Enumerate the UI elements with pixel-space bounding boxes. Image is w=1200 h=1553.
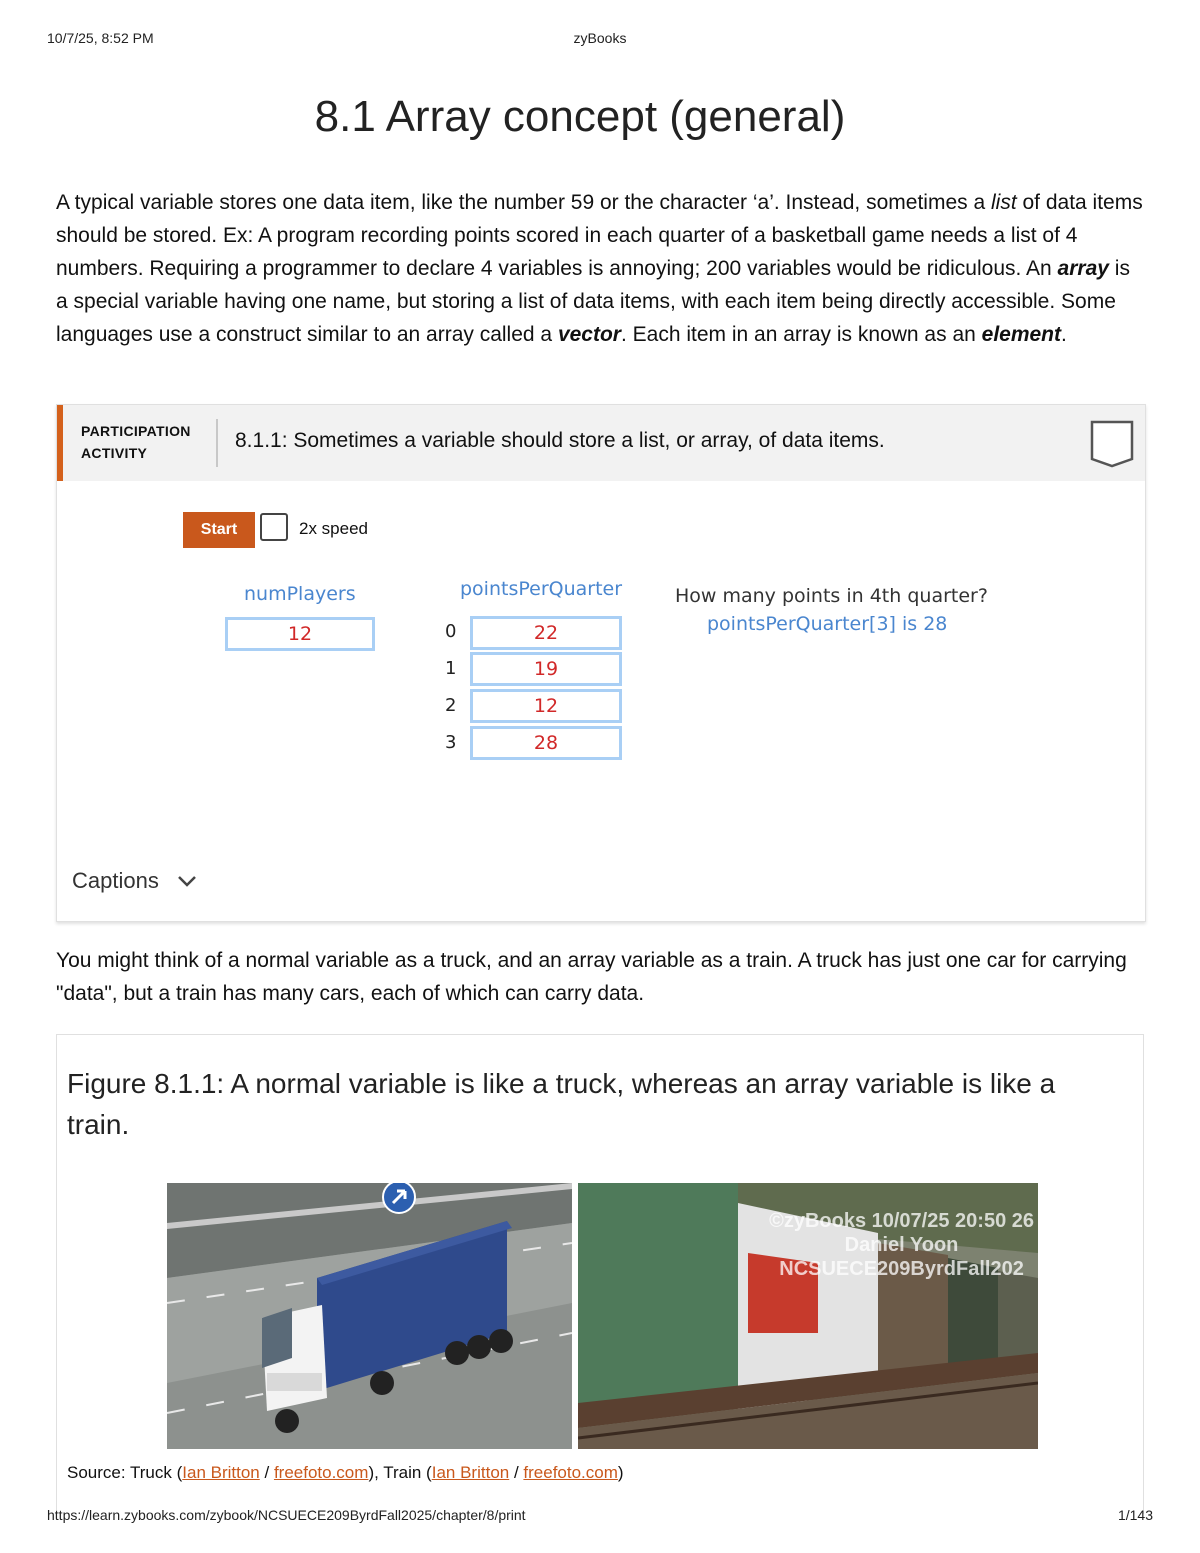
array-variable-name: pointsPerQuarter [460, 578, 623, 600]
array-index: 1 [445, 658, 457, 679]
copyright-watermark [769, 1209, 1034, 1281]
start-button[interactable]: Start [183, 512, 255, 548]
captions-label: Captions [72, 868, 159, 893]
speed-label: 2x speed [299, 519, 368, 538]
print-datetime: 10/7/25, 8:52 PM [47, 30, 154, 46]
participation-activity [56, 404, 1146, 922]
intro-text: . [1061, 323, 1067, 346]
header-divider [216, 419, 218, 467]
scalar-variable-box: 12 [225, 617, 375, 651]
source-text: ), Train ( [368, 1463, 432, 1482]
train-site-link[interactable]: freefoto.com [523, 1463, 618, 1482]
figure-caption: Figure 8.1.1: A normal variable is like a truck, whereas an array variable is like a train. [67, 1068, 1056, 1140]
intro-paragraph [56, 186, 1146, 351]
truck-photo [167, 1183, 572, 1449]
chevron-down-icon [177, 874, 197, 888]
figure-source [67, 1463, 624, 1483]
watermark-line: Daniel Yoon [844, 1234, 959, 1256]
array-element-box: 28 [470, 726, 622, 760]
activity-kind-line: PARTICIPATION [81, 423, 191, 439]
speed-checkbox[interactable] [260, 513, 288, 541]
source-text: / [259, 1463, 274, 1482]
captions-toggle[interactable] [72, 868, 197, 894]
animation-question: How many points in 4th quarter? [675, 585, 988, 607]
figure-box [56, 1034, 1144, 1514]
array-index: 3 [445, 732, 457, 753]
print-header [47, 30, 1153, 50]
array-element-box: 12 [470, 689, 622, 723]
term-list: list [990, 191, 1017, 214]
intro-text: of data items should be stored. Ex: A program recording points scored in each quarter of a basketball game needs a list of 4 numbers. Requiring a programmer to declare 4 variables is annoying; 200 variables would be ridiculous. An [56, 191, 1143, 280]
bookmark-icon[interactable] [1089, 419, 1135, 469]
activity-kind-line: ACTIVITY [81, 445, 148, 461]
truck-author-link[interactable]: Ian Britton [182, 1463, 260, 1482]
intro-text: is a special variable having one name, but storing a list of data items, with each item being directly accessible. Some languages use a construct similar to an array called a [56, 257, 1130, 346]
print-footer [47, 1507, 1153, 1527]
activity-kind-label [81, 420, 211, 464]
array-element-box: 19 [470, 652, 622, 686]
intro-text: A typical variable stores one data item, like the number 59 or the character ‘a’. Instead, sometimes a [56, 191, 991, 214]
scalar-variable-name: numPlayers [244, 583, 356, 605]
watermark-line: NCSUECE209ByrdFall202 [779, 1258, 1024, 1280]
train-author-link[interactable]: Ian Britton [431, 1463, 510, 1482]
truck-site-link[interactable]: freefoto.com [273, 1463, 369, 1482]
activity-title: 8.1.1: Sometimes a variable should store a list, or array, of data items. [235, 429, 885, 452]
animation-answer: pointsPerQuarter[3] is 28 [707, 613, 948, 635]
print-page-number: 1/143 [1117, 1507, 1153, 1523]
array-index: 0 [445, 621, 457, 642]
section-title: 8.1 Array concept (general) [314, 92, 846, 141]
train-photo [578, 1183, 1038, 1449]
print-site-name: zyBooks [573, 30, 627, 46]
term-element: element [981, 323, 1062, 346]
array-index: 2 [445, 695, 457, 716]
source-text: / [509, 1463, 524, 1482]
intro-text: . Each item in an array is known as an [620, 323, 982, 346]
term-vector: vector [557, 323, 621, 346]
array-element-box: 22 [470, 616, 622, 650]
truck-train-paragraph: You might think of a normal variable as a truck, and an array variable as a train. A truck has just one car for carrying "data", but a train has many cars, each of which can carry data. [56, 949, 1127, 1005]
source-text: ) [617, 1463, 624, 1482]
activity-header [57, 405, 1145, 481]
term-array: array [1057, 257, 1109, 280]
print-url: https://learn.zybooks.com/zybook/NCSUECE209ByrdFall2025/chapter/8/print [47, 1507, 526, 1523]
source-text: Source: Truck ( [67, 1463, 183, 1482]
watermark-line: ©zyBooks 10/07/25 20:50 26 [769, 1210, 1034, 1232]
